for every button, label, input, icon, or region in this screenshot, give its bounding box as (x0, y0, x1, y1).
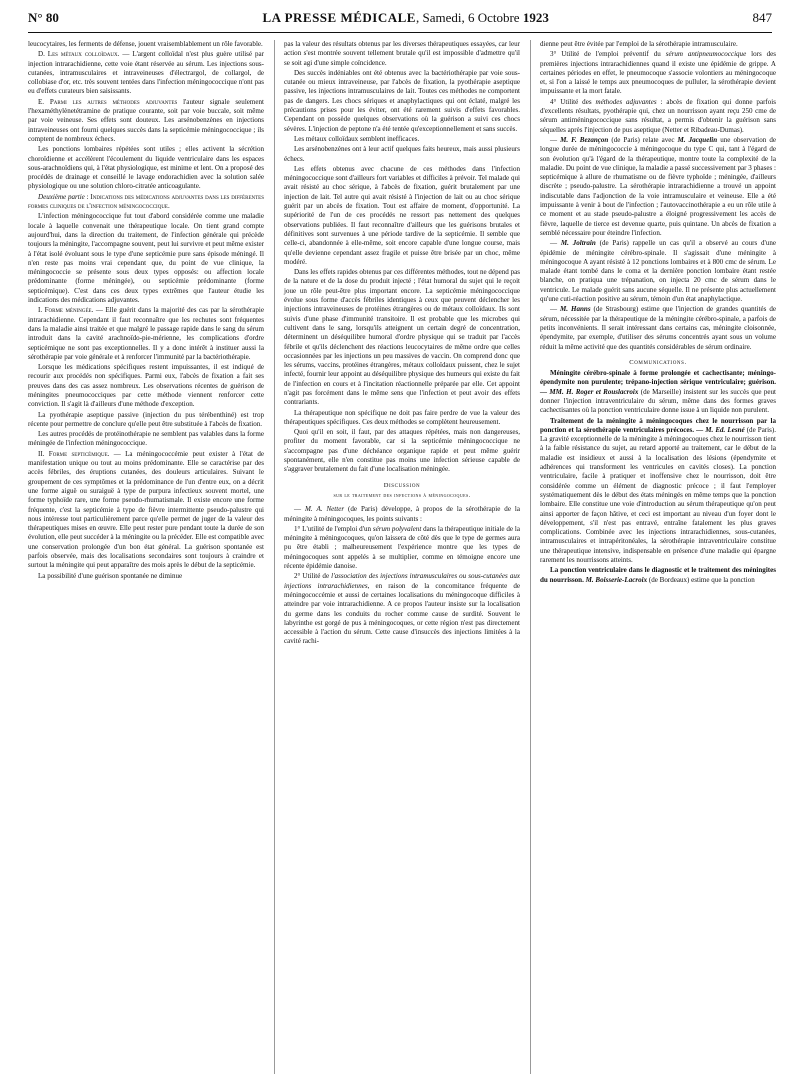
paragraph-text: (de Strasbourg) estime que l'injection de grandes quantités de sérum, nécessitée par la thérapeutique de la méningite cérébro-spinale, a parfois de petits inconvénients. Il serait intéressant dans certains cas, méningite cloisonnée, épendymite, par exemple, d'utiliser des sérums concentrés ayant sous un volume réduit la même activité que des quantités considérables de sérum ordinaire. (540, 305, 776, 351)
paragraph-text: (de Marseille) insistent sur les succès que peut donner l'injection intraventriculaire du sérum, même dans des formes graves cachectisantes où la ponction ventriculaire donne issue à un liquide non purulent. (540, 387, 776, 415)
paragraph (540, 50, 776, 96)
speaker-name: — MM. H. Roger et Rouslacroix (540, 387, 639, 396)
paragraph: leucocytaires, les ferments de défense, jouent vraisemblablement un rôle favorable. (28, 40, 263, 48)
emphasis: l'association des injections intramusculaires ou sous-cutanées aux injections intrarachidiennes (284, 572, 520, 590)
paragraph-text: 4° Utilité des (550, 97, 596, 106)
column-1 (28, 40, 264, 1074)
issue-number: N° 80 (28, 10, 59, 25)
paragraph-heading: E. Parmi les autres méthodes adjuvantes (38, 97, 178, 106)
page-header (28, 10, 772, 33)
paragraph: Les métaux colloïdaux semblent inefficaces. (294, 134, 420, 143)
emphasis: méthodes adjuvantes (595, 97, 657, 106)
text-columns (28, 40, 776, 1074)
paragraph: Dans les effets rapides obtenus par ces différentes méthodes, tout ne dépend pas de la nature et de la dose du produit injecté ; l'état humoral du sujet qui le reçoit joue un rôle peut-être plus important encore. La septicémie méningococcique évolue sous forme d'accès fébriles identiques à ceux que peuvent déclencher les injections intraveineuses de protéines étrangères ou de métaux colloïdaux. Ils sont suivis d'une phase d'immunité transitoire. Il est probable que les microbes qui cultivent dans le sang, lorsqu'ils atteignent un certain degré de concentration, déterminent un déséquilibre humoral d'ordre physique qui se traduit par l'accès fébrile et qu'ils déclenchent des réactions leucocytaires de même ordre que celles occasionnées par les injections un peu massives de vaccin. On comprend donc que les sérums, vaccins, protéines étrangères, métaux colloïdaux puissent, chez le sujet infecté, fournir leur appoint au déséquilibre physique des humeurs qui existe du fait de l'infection en cours et à l'incitation réactionnelle préparée par elle. Cet appoint n'agit pas forcément dans le même sens que l'infection et peut avoir des effets contrariants. (284, 268, 520, 407)
paragraph: — M. A. Netter (de Paris) développe, à propos de la sérothérapie de la méningite à méningocoques, les points suivants : (284, 505, 520, 523)
communication-title: La ponction ventriculaire dans le diagnostic et le traitement des méningites du nourrisson. (540, 566, 776, 584)
paragraph-text: 1° L'utilité de l'emploi d'un (294, 524, 373, 533)
speaker-name: M. F. Bezançon (560, 135, 609, 144)
paragraph-text: (de Bordeaux) estime que la ponction (647, 575, 755, 584)
paragraph: — M. F. Bezançon (de Paris) relate avec M. Jacquelin une observation de longue durée de méningococcie à méningocoque du type C qui, tant à l'égard de son évolution qu'à l'égard de la thérapeutique, montre toute la complexité de la maladie. Du point de vue clinique, la maladie a passé successivement par 3 phases : septicémique à allure de rhumatisme ou de fièvre typhoïde ; méningée, d'ailleurs discrète ; pseudo-palustre. La sérothérapie intrarachidienne a trouvé un appoint indiscutable dans l'adjonction de la voie intramusculaire et veineuse. Elle a été impuissante à venir à bout de l'infection ; l'autovaccinothérapie a eu un rôle utile à ce moment et au stade pseudo-palustre a éloigné progressivement les accès de fièvre, laquelle de tierce est devenue quarte, puis quintane. Un abcès de fixation a semblé nécessaire pour éteindre l'infection. (540, 135, 776, 237)
speaker-name: M. Boisserie-Lacroix (583, 575, 648, 584)
speaker-name: M. A. Netter (305, 505, 345, 514)
paragraph: L'infection méningococcique fut tout d'abord considérée comme une maladie locale à laquelle convenait une thérapeutique locale. On tient grand compte aujourd'hui, dans la direction du traitement, de l'infection générale qui précède toujours la méningite, l'accompagne souvent, peut lui survivre et peut même exister à l'état isolé évoluant sous le type d'une septicémie pure sans épisode méningé. Il n'en reste pas moins vrai cependant que, du point de vue clinique, la méningococcie se présente sous deux types opposés: ou affection locale prédominante (forme méningée), ou septicémie prédominante (forme septicémique). C'est dans ces deux types extrêmes que l'auteur étudie les indications des médications adjuvantes. (28, 212, 264, 305)
page-number: 847 (752, 10, 772, 25)
issue-date: , Samedi, 6 Octobre (415, 10, 520, 25)
discussion-subtitle: sur le traitement des infections à méningocoques. (333, 492, 471, 499)
communication (540, 417, 776, 566)
journal-title: LA PRESSE MÉDICALE (262, 10, 416, 25)
paragraph (28, 98, 264, 144)
paragraph-text: , en raison de la concomitance fréquente de méningococcémie et aussi de certaines localisations du méningocoque difficiles à atteindre par voie intrarachidienne. A ce propos l'auteur insiste sur la localisation du germe dans les conduits du rocher comme cause de surdité. Souvent le labyrinthe est gorgé de pus à méningocoques, or cette région n'est pas directement accessible à l'action du sérum. Cette cause d'insuccès des injections limitées à la cavité rachi- (284, 581, 520, 646)
paragraph-text: — La méningococcémie peut exister à l'état de manifestation unique ou tout au moins prédominante. Elle se caractérise par des accès fébriles, des éruptions cutanées, des douleurs articulaires. Suivant le groupement de ces symptômes et la prédominance de l'un d'entre eux, on a décrit une forme aiguë ou suraiguë à type de purpura infectieux souvent mortel, une forme typhoïde rare, une forme pseudo-rhumatismale. Il existe encore une forme fréquente, c'est la septicémie à type de fièvre intermittente pseudo-palustre qui nous intéresse tout particulièrement parce qu'elle permet de juger de la valeur des thérapeutiques mises en œuvre. Elle peut rester pure pendant toute la durée de son évolution, elle peut succéder à la méningite ou la précéder. Elle est compatible avec une conservation prolongée d'un bon état général. La guérison spontanée est parfois observée, mais des localisations secondaires sont toujours à craindre et surtout la méningite qui peut apparaître des mois après le début de la septicémie. (28, 449, 264, 570)
emphasis: sérum polyvalent (372, 524, 422, 533)
speaker-name: M. Jacquelin (677, 135, 718, 144)
communication (540, 369, 776, 415)
communication-title: Méningite cérébro-spinale à forme prolongée et cachectisante; méningo-épendymite non purulente; trépano-injection sérique ventriculaire; guérison. (540, 369, 776, 387)
paragraph-text: (de Paris) relate avec (608, 135, 678, 144)
paragraph (284, 525, 520, 571)
paragraph: Des succès indéniables ont été obtenus avec la bactériothérapie par voie sous-cutanée ou mieux intraveineuse, par l'abcès de fixation, la pyothérapie aseptique passive, les injections intramusculaires de lait. Toutes ces méthodes ne comportent pas de dangers. Les chocs sériques et anaphylactiques qui ont éclaté, malgré les précautions prises pour les éviter, ont été rarement suivis d'effets favorables. Cependant on possède quelques observations où la guérison a suivi ces chocs sévères. L'injection de peptone n'a été tentée qu'exceptionnellement et sans succès. (284, 68, 520, 133)
section-heading (28, 193, 264, 212)
paragraph-heading: D. Les métaux colloïdaux. (38, 50, 120, 59)
paragraph-text: une observation de longue durée de méningococcie à méningocoque du type C qui, tant à l'égard de son évolution qu'à l'égard de la thérapeutique, montre toute la complexité de la maladie. Du point de vue clinique, la maladie a passé successivement par 3 phases : septicémique à allure de rhumatisme ou de fièvre typhoïde ; méningée, d'ailleurs discrète ; pseudo-palustre. La sérothérapie intrarachidienne a trouvé un appoint indiscutable dans l'adjonction de la voie intramusculaire et veineuse. Elle a été impuissante à venir à bout de l'infection ; l'autovaccinothérapie a eu un rôle utile à ce moment et au stade pseudo-palustre a éloigné progressivement les accès de fièvre, laquelle de tierce est devenue quarte, puis quintane. Un abcès de fixation a semblé nécessaire pour éteindre l'infection. (540, 135, 776, 237)
paragraph-text: l'auteur signale seulement l'hexaméthylènetétramine de pratique courante, soit par voie buccale, soit même par voie veineuse. Ses effets sont douteux. Les arsénobenzènes en injections intraveineuses ont fourni quelques succès dans la septicémie méningococcique ; ils comptent de nombreux échecs. (28, 97, 264, 143)
part-title: : Indications des médications adjuvantes dans les différentes formes cliniques de l'infection méningococcique. (28, 192, 264, 211)
communication (540, 566, 776, 585)
masthead (262, 10, 548, 26)
paragraph (28, 306, 264, 362)
paragraph-text: — Elle guérit dans la majorité des cas par la sérothérapie intrarachidienne. Cependant il faut reconnaître que les rechutes sont fréquentes dans la maladie ainsi traitée et que malgré le passage rapide dans le sang du sérum introduit dans la cavité arachnoïdo-pie-mérienne, les complications d'ordre septicémique ne sont pas exceptionnelles. Il y a donc intérêt à instituer aussi la sérothérapie par voie générale et à renforcer l'immunité par la bactériothérapie. (28, 306, 264, 361)
paragraph-heading: I. Forme méningée. (38, 306, 94, 315)
speaker-name: M. Joltrain (560, 239, 596, 248)
discussion-title: Discussion (383, 481, 421, 489)
paragraph: pas la valeur des résultats obtenus par les diverses thérapeutiques essayées, car leur action s'est montrée souvent tellement brutale qu'il est impossible d'admettre qu'il se soit agi d'une simple coïncidence. (284, 40, 520, 67)
paragraph-text: (de Paris) développe, à propos de la sérothérapie de la méningite à méningocoques, les points suivants : (284, 505, 520, 523)
paragraph-text: (de Paris) rappelle un cas qu'il a observé au cours d'une épidémie de méningite cérébro-spinale. Il s'agissait d'une méningite à méningocoque A ayant résisté à 12 ponctions lombaires et à 800 cmc de sérum. Le malade étant tombé dans le coma et la dernière ponction lombaire étant restée blanche, on pratiqua une trépanation, on injecta 20 cmc de sérum dans le ventricule. Le malade guérit sans aucune séquelle. Il ne présente plus actuellement qu'une cuti-réaction positive au sérum, témoin d'un état anaphylactique. (540, 239, 776, 304)
paragraph-text: 3° Utilité de l'emploi préventif du (550, 50, 666, 59)
emphasis: sérum antipneumococcique (665, 50, 747, 59)
paragraph-text: — L'argent colloïdal n'est plus guère utilisé par injection intrarachidienne, cette voie étant réservée au sérum. Les injections sous-cutanées, intramusculaires et intraveineuses d'électrargol, de collargol, de collobiase d'or, etc. très souvent tentées dans l'infection méningococcique n'ont pas eu d'effets curateurs bien saisissants. (28, 50, 264, 96)
paragraph (28, 50, 264, 96)
paragraph: Les effets obtenus avec chacune de ces méthodes dans l'infection méningococcique sont d'ailleurs fort variables et difficiles à prévoir. Tel malade qui avait résisté au choc sérique, à l'abcès de fixation, guérit brutalement par une injection de lait. Tel autre qui avait résisté à l'injection de lait ou au choc sérique guérit par un abcès de fixation. Tout est affaire de moment, d'opportunité. La supériorité de l'un de ces procédés ne ressort pas nettement des quelques observations publiées. Il faut reconnaître d'ailleurs que les guérisons brutales et définitives sont survenues à une période tardive de la septicémie. Il semble que celle-ci, abandonnée à elle-même, soit encore capable d'une longue course, mais qu'elle devienne cependant assez fragile et puisse être brisée par un choc, même modéré. (284, 164, 520, 266)
paragraph-text: (de Paris). La gravité exceptionnelle de la méningite à méningocoques chez le nourrisson tient à la faible résistance du sujet, au retard apporté au traitement, car le début de la maladie est insidieux et aussi à la localisation des lésions (épendymite et adhérences qui transforment les ventricules en cavités closes). La ponction ventriculaire, facile à pratiquer et inoffensive chez le nourrisson, doit être considérée comme un élément de diagnostic précoce ; il faut l'employer systématiquement dès le début des états méningés en même temps que la ponction lombaire. Elle constitue une voie d'introduction au sérum thérapeutique qu'on peut ainsi apporter de façon hâtive, et ceci est important au niveau d'un foyer dont le développement, s'il n'est pas entravé, entraîne fatalement les plus graves complications. Combinée avec les injections intrarachidiennes, sous-cutanées, intramusculaires et intrapéritonéales, la sérothérapie intraventriculaire constitue une thérapeutique intensive, indispensable en présence d'une maladie qui épargne rarement les nourrissons atteints. (540, 425, 776, 565)
speaker-name: M. Hanns (560, 305, 591, 314)
communication-title: Traitement de la méningite à méningocoques chez le nourrisson par la ponction et la sérothérapie ventriculaires précoces. (540, 416, 776, 434)
paragraph: — M. Hanns (de Strasbourg) estime que l'injection de grandes quantités de sérum, nécessitée par la thérapeutique de la méningite cérébro-spinale, a parfois de petits inconvénients. Il serait intéressant dans certains cas, méningite cloisonnée, épendymite, par exemple, d'utiliser des sérums concentrés ayant sous un volume réduit la même activité que des quantités considérables de sérum ordinaire. (540, 305, 776, 351)
paragraph (540, 98, 776, 135)
issue-year: 1923 (522, 10, 549, 25)
paragraph: Les ponctions lombaires répétées sont utiles ; elles activent la sécrétion choroïdienne et accélèrent l'écoulement du liquide ventriculaire dans les espaces sous-arachnoïdiens qui, à l'état physiologique, est minime et lent. On a proposé des procédés de drainage et conseillé le lavage endorachidien avec la solution salée physiologique ou une solution chloro-citratée anticoagulante. (28, 145, 264, 191)
paragraph-heading: II. Forme septicémique. (38, 449, 110, 458)
paragraph: Quoi qu'il en soit, il faut, par des attaques répétées, mais non dangereuses, profiter du moment favorable, car si la septicémie méningococcique ne s'accompagne pas d'une déchéance organique rapide et peut même guérir spontanément, elle n'en constitue pas moins une infection sérieuse capable de s'aggraver brutalement du fait d'une localisation méningée. (284, 428, 520, 474)
part-label: Deuxième partie (38, 192, 85, 201)
paragraph-text: dans la thérapeutique initiale de la méningite à méningocoques, qu'on laissera de côté dès que le type de germes aura pu être établi ; malheureusement l'expérience montre que les types de méningocoques sont appelés à se multiplier, comme en témoigne encore une récente épidémie danoise. (284, 524, 520, 571)
communications-title: Communications. (629, 358, 687, 366)
paragraph: La pyothérapie aseptique passive (injection du pus térébenthiné) est trop récente pour permettre de conclure qu'elle peut être substituée à l'abcès de fixation. (28, 410, 264, 428)
paragraph: dienne peut être évitée par l'emploi de la sérothérapie intramusculaire. (540, 40, 738, 48)
paragraph: Les arsénobenzènes ont à leur actif quelques faits heureux, mais aussi plusieurs échecs. (284, 145, 520, 163)
paragraph: La thérapeutique non spécifique ne doit pas faire perdre de vue la valeur des thérapeutiques spécifiques. Ces deux méthodes se complètent heureusement. (284, 408, 520, 426)
paragraph: Lorsque les médications spécifiques restent impuissantes, il est indiqué de recourir aux procédés non spécifiques. Parmi eux, l'abcès de fixation a fait ses preuves dans des cas assez nombreux. Les observations récentes de guérison de méningites pneumococciques par cette méthode viennent renforcer cette conviction. Il s'agit là d'ailleurs d'une méthode d'exception. (28, 363, 264, 409)
paragraph (284, 572, 520, 646)
paragraph: — M. Joltrain (de Paris) rappelle un cas qu'il a observé au cours d'une épidémie de méningite cérébro-spinale. Il s'agissait d'une méningite à méningocoque A ayant résisté à 12 ponctions lombaires et à 800 cmc de sérum. Le malade étant tombé dans le coma et la dernière ponction lombaire étant restée blanche, on pratiqua une trépanation, on injecta 20 cmc de sérum dans le ventricule. Le malade guérit sans aucune séquelle. Il ne présente plus actuellement qu'une cuti-réaction positive au sérum, témoin d'un état anaphylactique. (540, 239, 776, 304)
paragraph (28, 450, 264, 571)
paragraph: Les autres procédés de protéinothérapie ne semblent pas valables dans la forme méningée de l'infection méningococcique. (28, 430, 264, 448)
paragraph-text: : abcès de fixation qui donne parfois d'excellents résultats, pyothérapie qui, chez un nourrisson ayant reçu 250 cme de sérum antiméningococcique sans résultat, a permis d'obtenir la guérison sans séquelles après l'injection de pus aseptique (Netter et Ribadeau-Dumas). (540, 97, 776, 134)
paragraph-text: 2° Utilité de (294, 572, 332, 581)
paragraph: La possibilité d'une guérison spontanée ne diminue (38, 571, 183, 580)
column-2 (274, 40, 520, 1074)
paragraph-text: lors des premières injections intrarachidiennes quand il existe une épidémie de grippe. A certaines périodes en effet, le pneumocoque s'associe volontiers au méningocoque et, si l'on a laissé le temps aux pneumocoques de pulluler, la sérothérapie devient impuissante et la mort fatale. (540, 50, 776, 96)
column-3 (530, 40, 776, 1074)
speaker-name: — M. Ed. Lesné (694, 425, 745, 434)
